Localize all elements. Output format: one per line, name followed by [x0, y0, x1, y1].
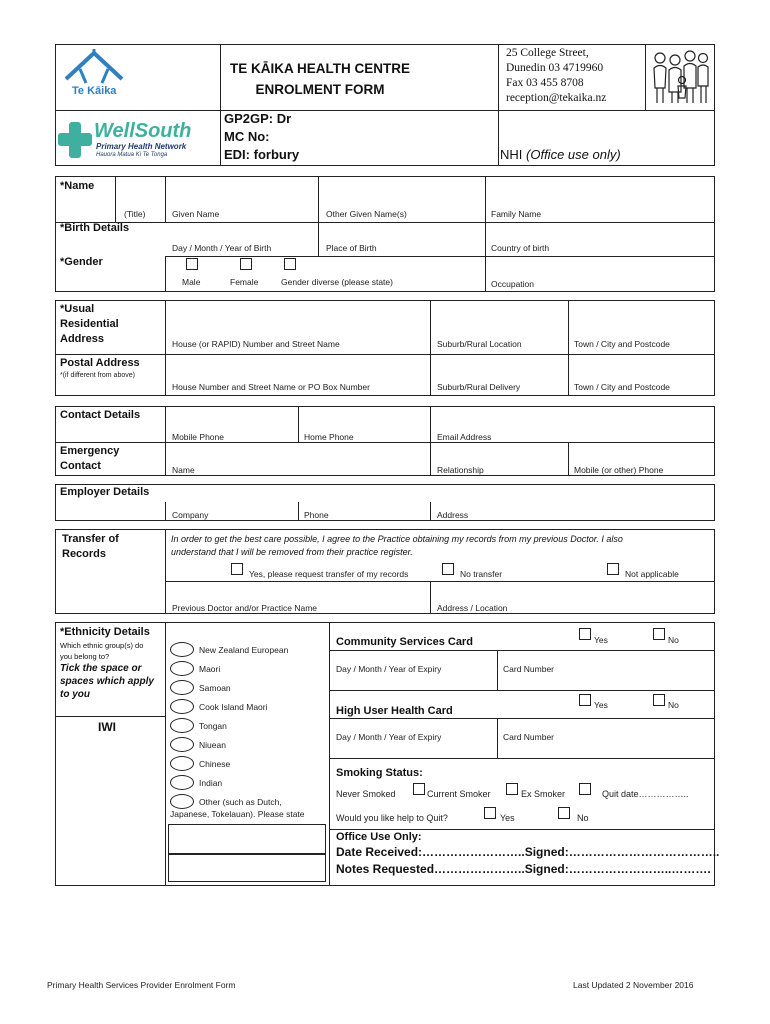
- suburb-field[interactable]: Suburb/Rural Location: [437, 339, 522, 349]
- usual-address-label: [60, 302, 119, 347]
- no-transfer-checkbox[interactable]: [442, 563, 454, 575]
- tick-instruction-line: spaces which apply: [60, 676, 154, 687]
- huhc-no-label: No: [668, 700, 679, 710]
- form-title-line2: ENROLMENT FORM: [255, 82, 385, 97]
- emergency-contact-label: [60, 444, 119, 474]
- mobile-phone-field[interactable]: Mobile Phone: [172, 432, 224, 442]
- consent-line: understand that I will be removed from their practice register.: [171, 547, 413, 557]
- address-line: reception@tekaika.nz: [506, 92, 607, 104]
- not-applicable-checkbox[interactable]: [607, 563, 619, 575]
- suburb-delivery-field[interactable]: Suburb/Rural Delivery: [437, 382, 521, 392]
- ethnicity-other-input[interactable]: [168, 824, 326, 854]
- ethnicity-other-radio[interactable]: [170, 794, 194, 809]
- previous-address-field[interactable]: Address / Location: [437, 603, 508, 613]
- employer-phone-field[interactable]: Phone: [304, 510, 329, 520]
- gender-label: *Gender: [60, 256, 103, 268]
- quit-help-yes-checkbox[interactable]: [484, 807, 496, 819]
- company-field[interactable]: Company: [172, 510, 209, 520]
- gender-diverse-label: Gender diverse (please state): [281, 277, 393, 287]
- postal-address-label: Postal Address: [60, 357, 140, 369]
- dob-field[interactable]: Day / Month / Year of Birth: [172, 243, 272, 253]
- current-smoker-checkbox[interactable]: [506, 783, 518, 795]
- ethnicity-option-label: New Zealand European: [199, 645, 289, 655]
- wellsouth-tag: Hauora Matua Ki Te Tonga: [96, 152, 168, 158]
- date-received-line: Date Received:……………………..Signed:………………………………..: [336, 845, 720, 859]
- address-line: Fax 03 455 8708: [506, 77, 584, 89]
- ethnicity-option-radio[interactable]: [170, 756, 194, 771]
- employer-details-label: Employer Details: [60, 486, 150, 498]
- wellsouth-name: WellSouth: [94, 120, 192, 142]
- ethnicity-question-line: Which ethnic group(s) do: [60, 641, 144, 650]
- csc-label: Community Services Card: [336, 636, 473, 648]
- quit-help-question: Would you like help to Quit?: [336, 813, 448, 823]
- practice-codes: [224, 110, 299, 164]
- footer-form-name: Primary Health Services Provider Enrolment Form: [47, 980, 236, 990]
- nhi-note: (Office use only): [526, 147, 621, 162]
- iwi-label: IWI: [98, 720, 116, 734]
- ethnicity-label: *Ethnicity Details: [60, 626, 150, 638]
- nhi-field[interactable]: [500, 147, 621, 162]
- transfer-label-line: Transfer of: [62, 533, 119, 545]
- gp2gp-code: GP2GP: Dr: [224, 111, 292, 126]
- ethnicity-other-label-2: Japanese, Tokelauan). Please state: [170, 809, 305, 819]
- huhc-yes-label: Yes: [594, 700, 608, 710]
- ethnicity-option-label: Maori: [199, 664, 221, 674]
- tekaika-logo: [60, 47, 130, 105]
- ex-smoker-label: Ex Smoker: [521, 789, 566, 799]
- birth-details-label: *Birth Details: [60, 222, 130, 234]
- huhc-yes-checkbox[interactable]: [579, 694, 591, 706]
- employer-address-field[interactable]: Address: [437, 510, 469, 520]
- occupation-field[interactable]: Occupation: [491, 279, 534, 289]
- house-field[interactable]: House (or RAPID) Number and Street Name: [172, 339, 340, 349]
- email-field[interactable]: Email Address: [437, 432, 492, 442]
- ethnicity-question: [60, 640, 143, 662]
- practice-address: [506, 46, 606, 106]
- tick-instruction-line: Tick the space or: [60, 663, 142, 674]
- house-po-field[interactable]: House Number and Street Name or PO Box Number: [172, 382, 370, 392]
- ethnicity-option-label: Tongan: [199, 721, 227, 731]
- address-line: 25 College Street,: [506, 47, 589, 59]
- tick-instruction-line: to you: [60, 689, 90, 700]
- huhc-label: High User Health Card: [336, 705, 453, 717]
- previous-doctor-field[interactable]: Previous Doctor and/or Practice Name: [172, 603, 318, 613]
- ethnicity-option-radio[interactable]: [170, 642, 194, 657]
- name-label: *Name: [60, 180, 95, 192]
- transfer-label-line: Records: [62, 548, 107, 560]
- smoking-status-label: Smoking Status:: [336, 767, 423, 779]
- mc-number: MC No:: [224, 129, 270, 144]
- never-smoked-label: Never Smoked: [336, 789, 396, 799]
- consent-line: In order to get the best care possible, I agree to the Practice obtaining my records from my previous Doctor. I also: [171, 534, 623, 544]
- relationship-field[interactable]: Relationship: [437, 465, 484, 475]
- notes-requested-line: Notes Requested…………………..Signed:……………………..……….: [336, 862, 711, 876]
- emergency-label-line: Emergency: [60, 445, 120, 457]
- csc-yes-label: Yes: [594, 635, 608, 645]
- quit-help-no-label: No: [577, 813, 589, 823]
- never-smoked-checkbox[interactable]: [413, 783, 425, 795]
- form-title: [222, 58, 418, 100]
- employer-box: [55, 484, 715, 521]
- ethnicity-option-radio[interactable]: [170, 737, 194, 752]
- ethnicity-option-radio[interactable]: [170, 775, 194, 790]
- ethnicity-option-label: Niuean: [199, 740, 226, 750]
- ethnicity-option-label: Indian: [199, 778, 223, 788]
- usual-address-line: Address: [60, 333, 105, 345]
- huhc-no-checkbox[interactable]: [653, 694, 665, 706]
- transfer-consent: [171, 533, 623, 559]
- personal-details-box: [55, 176, 715, 292]
- gender-diverse-checkbox[interactable]: [284, 258, 296, 270]
- ethnicity-other-label: Other (such as Dutch,: [199, 797, 282, 807]
- edi-code: EDI: forbury: [224, 147, 300, 162]
- title-field[interactable]: (Title): [124, 209, 146, 219]
- tick-instruction: [60, 662, 154, 701]
- postal-address-note: *(if different from above): [60, 372, 135, 379]
- postal-town-field[interactable]: Town / City and Postcode: [574, 382, 670, 392]
- ethnicity-option-label: Chinese: [199, 759, 231, 769]
- office-use-label: Office Use Only:: [336, 831, 422, 843]
- csc-expiry-field[interactable]: Day / Month / Year of Expiry: [336, 664, 442, 674]
- family-name-field[interactable]: Family Name: [491, 209, 542, 219]
- female-checkbox[interactable]: [240, 258, 252, 270]
- usual-address-line: Residential: [60, 318, 119, 330]
- no-transfer-label: No transfer: [460, 569, 503, 579]
- quit-date-field[interactable]: Quit date……………..: [602, 789, 689, 799]
- ex-smoker-checkbox[interactable]: [579, 783, 591, 795]
- ethnicity-other-input-2[interactable]: [168, 854, 326, 882]
- emergency-name-field[interactable]: Name: [172, 465, 195, 475]
- csc-no-checkbox[interactable]: [653, 628, 665, 640]
- not-applicable-label: Not applicable: [625, 569, 679, 579]
- transfer-yes-checkbox[interactable]: [231, 563, 243, 575]
- ethnicity-option-radio[interactable]: [170, 718, 194, 733]
- country-of-birth-field[interactable]: Country of birth: [491, 243, 550, 253]
- ethnicity-option-radio[interactable]: [170, 680, 194, 695]
- home-phone-field[interactable]: Home Phone: [304, 432, 354, 442]
- ethnicity-option-radio[interactable]: [170, 661, 194, 676]
- nhi-label: NHI: [500, 147, 523, 162]
- male-checkbox[interactable]: [186, 258, 198, 270]
- emergency-mobile-field[interactable]: Mobile (or other) Phone: [574, 465, 664, 475]
- usual-address-line: *Usual: [60, 303, 95, 315]
- emergency-label-line: Contact: [60, 460, 101, 472]
- ethnicity-option-label: Cook Island Maori: [199, 702, 268, 712]
- ethnicity-question-line: you belong to?: [60, 652, 110, 661]
- wellsouth-sub: Primary Health Network: [96, 142, 187, 151]
- footer-last-updated: Last Updated 2 November 2016: [573, 980, 694, 990]
- form-title-line1: TE KĀIKA HEALTH CENTRE: [230, 61, 410, 76]
- contact-details-label: Contact Details: [60, 409, 141, 421]
- given-name-field[interactable]: Given Name: [172, 209, 220, 219]
- transfer-label: [62, 532, 119, 562]
- current-smoker-label: Current Smoker: [427, 789, 491, 799]
- ethnicity-option-radio[interactable]: [170, 699, 194, 714]
- quit-help-no-checkbox[interactable]: [558, 807, 570, 819]
- transfer-yes-label: Yes, please request transfer of my records: [249, 569, 409, 579]
- csc-no-label: No: [668, 635, 679, 645]
- ethnicity-option-label: Samoan: [199, 683, 231, 693]
- male-label: Male: [182, 277, 201, 287]
- csc-yes-checkbox[interactable]: [579, 628, 591, 640]
- town-field[interactable]: Town / City and Postcode: [574, 339, 670, 349]
- huhc-expiry-field[interactable]: Day / Month / Year of Expiry: [336, 732, 442, 742]
- place-of-birth-field[interactable]: Place of Birth: [326, 243, 377, 253]
- csc-number-field[interactable]: Card Number: [503, 664, 555, 674]
- huhc-number-field[interactable]: Card Number: [503, 732, 555, 742]
- address-line: Dunedin 03 4719960: [506, 62, 604, 74]
- other-given-field[interactable]: Other Given Name(s): [326, 209, 407, 219]
- wellsouth-logo: [58, 120, 218, 162]
- tekaika-logo-text: Te Kāika: [72, 85, 117, 97]
- family-illustration: [650, 48, 712, 106]
- quit-help-yes-label: Yes: [500, 813, 515, 823]
- female-label: Female: [230, 277, 259, 287]
